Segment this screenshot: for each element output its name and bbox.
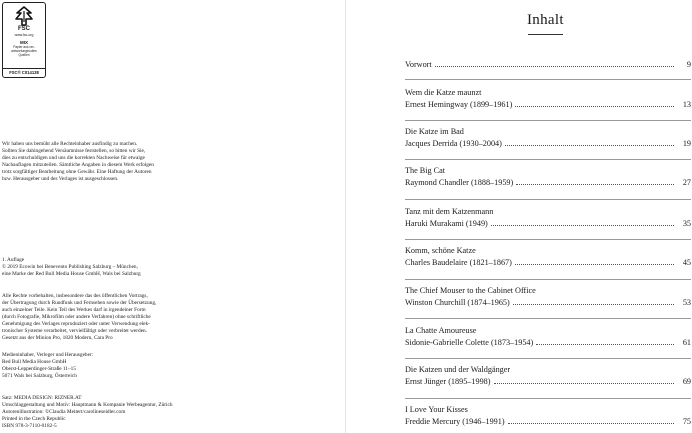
fsc-abbr: FSC xyxy=(18,26,30,32)
fsc-url: www.fsc.org xyxy=(14,33,34,37)
divider xyxy=(405,398,691,399)
toc-author: Raymond Chandler (1888–1959) xyxy=(405,178,514,187)
toc-page-number: 35 xyxy=(682,219,691,228)
toc-page-number: 13 xyxy=(682,100,691,109)
toc-leader xyxy=(435,65,674,67)
fsc-logo xyxy=(2,2,46,78)
toc-leader xyxy=(515,263,674,265)
toc-author: Charles Baudelaire (1821–1867) xyxy=(405,258,512,267)
toc-leader xyxy=(505,144,674,146)
divider xyxy=(405,279,691,280)
toc-page-number: 9 xyxy=(686,60,691,69)
fsc-desc: Papier aus ver- antwortungsvollen Quellen xyxy=(11,45,37,57)
toc-author: Winston Churchill (1874–1965) xyxy=(405,298,510,307)
toc-entry[interactable] xyxy=(405,206,691,230)
copyright-notice: Alle Rechte vorbehalten, insbesondere das des öffentlichen Vortrags, der Übertragung durch Rundfunk und Fernsehen sowie der Übersetzung, auch einzelner Teile. Kein Teil des Werkes darf in irgendeiner Form (durch Fotografie, Mikrofilm oder andere Verfahren) ohne schriftliche Genehmigung des Verlages reproduziert oder unter Verwendung elek- tronischer Systeme verarbeitet, vervielfältigt oder verbreitet werden. Gesetzt aus der Minion Pro, 1820 Modern, Cara Pro xyxy=(2,293,157,341)
toc-entry[interactable] xyxy=(405,404,691,428)
toc-title: The Big Cat xyxy=(405,166,446,175)
toc-title: Tanz mit dem Katzenmann xyxy=(405,207,494,216)
toc-entry[interactable] xyxy=(405,126,691,150)
divider xyxy=(405,120,691,121)
contents-page xyxy=(347,0,692,433)
toc-author: Vorwort xyxy=(405,60,432,69)
publisher-info: Medieninhaber, Verleger und Herausgeber: Red Bull Media House GmbH Oberst-Lepperdinger-Straße 11–15 5071 Wals bei Salzburg, Österreich xyxy=(2,352,94,379)
toc-leader xyxy=(491,224,674,226)
divider xyxy=(405,199,691,200)
toc-author: Freddie Mercury (1946–1991) xyxy=(405,417,505,426)
rights-notice: Wir haben uns bemüht alle Rechteinhaber ausfindig zu machen. Sollten Sie dahingehend Versäumnisse feststellen, so bitten wir Sie, dies zu entschuldigen und uns die korrekten Nachweise für etwaige Nachauflagen mitzuteilen. Sämtliche Angaben in diesem Werk erfolgen trotz sorgfältiger Bearbeitung ohne Gewähr. Eine Haftung der Autoren bzw. Herausgeber und des Verlages ist ausgeschlossen. xyxy=(2,141,154,182)
toc-entry[interactable] xyxy=(405,87,691,111)
toc-title: Die Katze im Bad xyxy=(405,127,464,136)
toc-entry[interactable] xyxy=(405,364,691,388)
toc-title: Komm, schöne Katze xyxy=(405,246,476,255)
title-underline xyxy=(528,34,563,35)
divider xyxy=(405,318,691,319)
toc-leader xyxy=(536,343,674,345)
toc-author: Haruki Murakami (1949) xyxy=(405,219,488,228)
toc-title: Die Katzen und der Waldgänger xyxy=(405,365,511,374)
toc-leader xyxy=(515,105,674,107)
toc-page-number: 61 xyxy=(682,338,691,347)
toc-title: The Chief Mouser to the Cabinet Office xyxy=(405,286,536,295)
toc-entry[interactable] xyxy=(405,165,691,189)
page-title: Inhalt xyxy=(527,12,564,28)
fsc-tree-icon xyxy=(14,6,34,26)
toc-leader xyxy=(516,183,674,185)
toc-page-number: 75 xyxy=(682,417,691,426)
edition-info: 1. Auflage © 2019 Ecowin bei Benevento Publishing Salzburg – München, eine Marke der Red Bull Media House GmbH, Wals bei Salzburg xyxy=(2,257,141,277)
page-gutter xyxy=(345,0,346,433)
divider xyxy=(405,79,691,80)
toc-entry[interactable] xyxy=(405,245,691,269)
toc-author: Jacques Derrida (1930–2004) xyxy=(405,139,502,148)
fsc-mix: MIX xyxy=(19,40,28,45)
toc-page-number: 27 xyxy=(682,178,691,187)
toc-page-number: 45 xyxy=(682,258,691,267)
toc-leader xyxy=(508,422,674,424)
toc-title: La Chatte Amoureuse xyxy=(405,326,477,335)
divider xyxy=(405,159,691,160)
toc-author: Ernest Hemingway (1899–1961) xyxy=(405,100,513,109)
production-credits: Satz: MEDIA DESIGN: RIZNER.AT Umschlaggestaltung und Motiv: Hauptmann & Kompanie Werbeagentur, Zürich Autorenillustration: ©Claudia Meitert/carolineseidler.com Printed in the Czech Republic ISBN 978-3-7110-0182-5 xyxy=(2,395,173,429)
toc-entry[interactable] xyxy=(405,325,691,349)
fsc-code: FSC® C014138 xyxy=(3,68,45,77)
toc-title: I Love Your Kisses xyxy=(405,405,468,414)
toc-page-number: 53 xyxy=(682,298,691,307)
toc-author: Ernst Jünger (1895–1998) xyxy=(405,377,491,386)
toc-leader xyxy=(494,382,674,384)
divider xyxy=(405,239,691,240)
imprint-page xyxy=(0,0,345,433)
divider xyxy=(405,358,691,359)
toc-leader xyxy=(513,303,674,305)
toc-page-number: 69 xyxy=(682,377,691,386)
toc-entry[interactable] xyxy=(405,285,691,309)
toc-author: Sidonie-Gabrielle Colette (1873–1954) xyxy=(405,338,534,347)
toc-page-number: 19 xyxy=(682,139,691,148)
toc-title: Wem die Katze maunzt xyxy=(405,88,482,97)
toc-entry-vorwort[interactable] xyxy=(405,59,691,71)
